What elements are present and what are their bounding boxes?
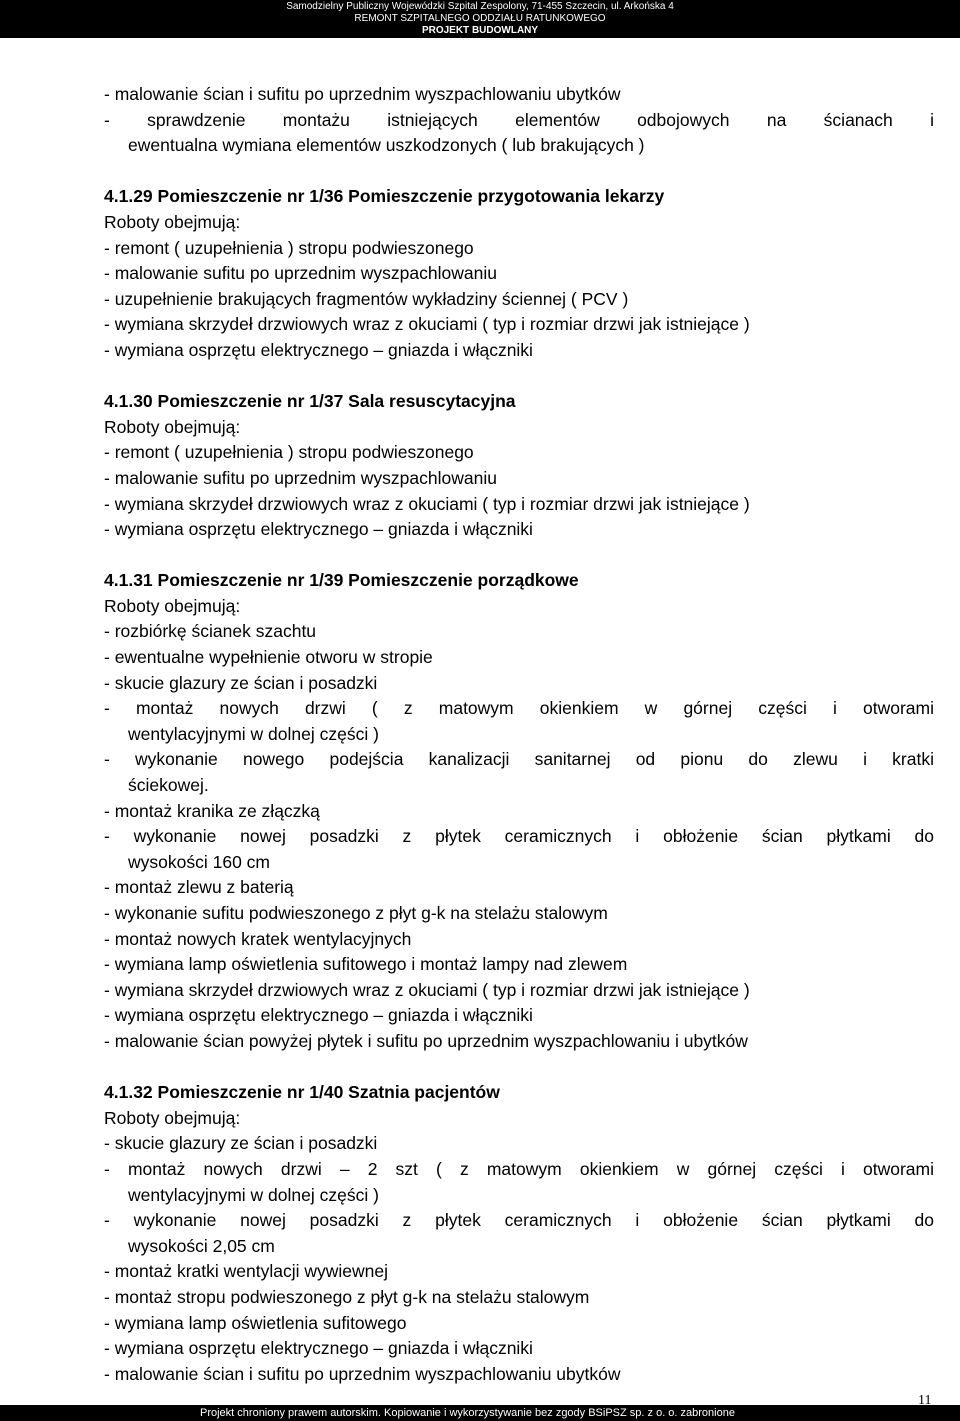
list-item: - malowanie sufitu po uprzednim wyszpachlowaniu	[104, 467, 497, 488]
list-item: - skucie glazury ze ścian i posadzki	[104, 1133, 378, 1154]
scope-label: Roboty obejmują:	[104, 211, 241, 232]
list-item: - wymiana osprzętu elektrycznego – gniazda i włączniki	[104, 1005, 533, 1026]
scope-label: Roboty obejmują:	[104, 595, 241, 616]
list-item: - wykonanie nowej posadzki z płytek ceramicznych i obłożenie ścian płytkami do	[104, 826, 934, 847]
list-item: - wykonanie nowej posadzki z płytek ceramicznych i obłożenie ścian płytkami do	[104, 1210, 934, 1231]
scope-label: Roboty obejmują:	[104, 416, 241, 437]
list-item: - wymiana lamp oświetlenia sufitowego	[104, 1312, 407, 1333]
list-item: - wymiana osprzętu elektrycznego – gniazda i włączniki	[104, 339, 533, 360]
list-item: - montaż zlewu z baterią	[104, 877, 294, 898]
list-item: - wymiana osprzętu elektrycznego – gniazda i włączniki	[104, 1338, 533, 1359]
spacer	[104, 543, 934, 569]
list-item: - montaż nowych drzwi ( z matowym okienkiem w górnej części i otworami	[104, 698, 934, 719]
list-item: - ewentualne wypełnienie otworu w stropie	[104, 647, 433, 668]
header-project-type: PROJEKT BUDOWLANY	[421, 25, 539, 36]
list-item: - malowanie ścian powyżej płytek i sufitu po uprzednim wyszpachlowaniu i ubytków	[104, 1030, 748, 1051]
page-number: 11	[918, 1393, 932, 1408]
list-item: - rozbiórkę ścianek szachtu	[104, 621, 317, 642]
list-item: - remont ( uzupełnienia ) stropu podwieszonego	[104, 442, 474, 463]
list-item: - malowanie sufitu po uprzednim wyszpachlowaniu	[104, 263, 497, 284]
list-item: - montaż kratki wentylacji wywiewnej	[104, 1261, 388, 1282]
document-body	[104, 82, 934, 1387]
list-item: - uzupełnienie brakujących fragmentów wykładziny ściennej ( PCV )	[104, 288, 629, 309]
list-item: - wymiana skrzydeł drzwiowych wraz z okuciami ( typ i rozmiar drzwi jak istniejące )	[104, 314, 750, 335]
list-item: - remont ( uzupełnienia ) stropu podwieszonego	[104, 237, 474, 258]
list-item: - wymiana skrzydeł drzwiowych wraz z okuciami ( typ i rozmiar drzwi jak istniejące )	[104, 493, 750, 514]
list-item-continuation: ściekowej.	[128, 775, 209, 796]
list-item: - wykonanie sufitu podwieszonego z płyt g-k na stelażu stalowym	[104, 903, 608, 923]
list-item: - montaż nowych kratek wentylacyjnych	[104, 928, 412, 949]
section-heading: 4.1.30 Pomieszczenie nr 1/37 Sala resuscytacyjna	[104, 391, 516, 412]
section-heading: 4.1.29 Pomieszczenie nr 1/36 Pomieszczenie przygotowania lekarzy	[104, 186, 665, 207]
list-item-continuation: wysokości 2,05 cm	[128, 1235, 275, 1256]
header-hospital-line: Samodzielny Publiczny Wojewódzki Szpital Zespolony, 71-455 Szczecin, ul. Arkońska 4	[286, 1, 674, 12]
spacer	[104, 364, 934, 390]
list-item: - skucie glazury ze ścian i posadzki	[104, 672, 378, 693]
list-item: - wykonanie nowego podejścia kanalizacji sanitarnej od pionu do zlewu i kratki	[104, 749, 934, 770]
scope-label: Roboty obejmują:	[104, 1107, 241, 1128]
list-item: - malowanie ścian i sufitu po uprzednim wyszpachlowaniu ubytków	[104, 1363, 621, 1384]
list-item-continuation: ewentualna wymiana elementów uszkodzonych ( lub brakujących )	[128, 135, 645, 156]
list-item: - wymiana osprzętu elektrycznego – gniazda i włączniki	[104, 519, 533, 540]
list-item: - montaż kranika ze złączką	[104, 800, 320, 821]
section-heading: 4.1.31 Pomieszczenie nr 1/39 Pomieszczenie porządkowe	[104, 570, 579, 591]
spacer	[104, 159, 934, 185]
spacer	[104, 1055, 934, 1081]
list-item: - sprawdzenie montażu istniejących elementów odbojowych na ścianach i	[104, 109, 934, 130]
list-item-continuation: wentylacyjnymi w dolnej części )	[128, 1184, 379, 1205]
list-item-continuation: wentylacyjnymi w dolnej części )	[128, 723, 379, 744]
list-item: - wymiana lamp oświetlenia sufitowego i montaż lampy nad zlewem	[104, 954, 628, 975]
list-item: - malowanie ścian i sufitu po uprzednim wyszpachlowaniu ubytków	[104, 84, 621, 104]
footer-copyright-notice: Projekt chroniony prawem autorskim. Kopiowanie i wykorzystywanie bez zgody BSiPSZ sp. z o. o. zabronione	[200, 1407, 735, 1419]
page-header	[0, 0, 960, 38]
list-item: - montaż stropu podwieszonego z płyt g-k na stelażu stalowym	[104, 1286, 590, 1307]
section-heading: 4.1.32 Pomieszczenie nr 1/40 Szatnia pacjentów	[104, 1082, 500, 1103]
header-project-title: REMONT SZPITALNEGO ODDZIAŁU RATUNKOWEGO	[354, 13, 606, 24]
list-item-continuation: wysokości 160 cm	[128, 851, 270, 872]
list-item: - wymiana skrzydeł drzwiowych wraz z okuciami ( typ i rozmiar drzwi jak istniejące )	[104, 979, 750, 1000]
list-item: - montaż nowych drzwi – 2 szt ( z matowym okienkiem w górnej części i otworami	[104, 1158, 934, 1179]
